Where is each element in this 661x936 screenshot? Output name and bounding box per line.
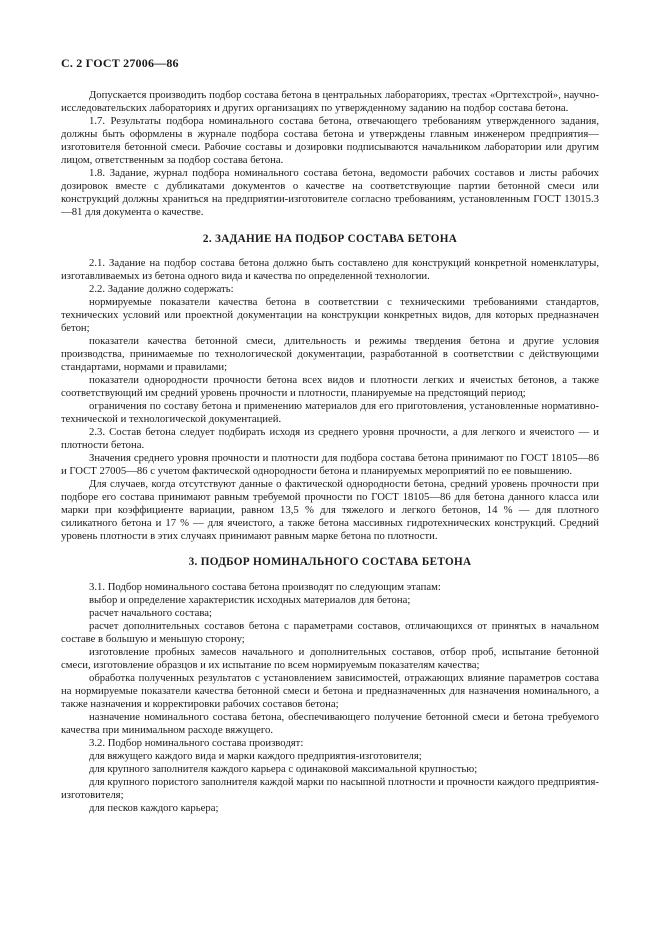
paragraph-intro: Допускается производить подбор состава бетона в центральных лабораториях, трестах «Оргтехстрой», научно-исследовательских лабораториях и других организациях по утвержденному заданию на подбор состава бетона.: [61, 89, 599, 114]
paragraph-3-1-d: изготовление пробных замесов начального и дополнительных составов, отбор проб, испытание бетонной смеси, изготовление образцов и их испытание по всем нормируемым показателям качества;: [61, 646, 599, 672]
paragraph-3-2-a: для вяжущего каждого вида и марки каждого предприятия-изготовителя;: [89, 749, 422, 762]
paragraph-2-3-b: Для случаев, когда отсутствуют данные о фактической однородности бетона, средний уровень прочности при подборе его состава принимают равным требуемой прочности по ГОСТ 18105—86 для бетона данного класса или марки при коэффициенте вариации, равном 13,5 % для тяжелого и легкого бетонов, 14 % — для плотного силикатного бетона и 17 % — для ячеистого, а также бетона массивных гидротехнических конструкций. Средний уровень плотности в этих случаях принимают равным марке бетона по плотности.: [61, 477, 599, 542]
paragraph-1-8: 1.8. Задание, журнал подбора номинального состава бетона, ведомости рабочих составов и листы рабочих дозировок вместе с дубликатами документов о качестве на соответствующие партии бетонной смеси или конструкций должны храниться на предприятии-изготовителе согласно требованиям, установленным ГОСТ 13015.3—81 для документа о качестве.: [61, 166, 599, 218]
paragraph-1-7: 1.7. Результаты подбора номинального состава бетона, отвечающего требованиям утвержденного задания, должны быть оформлены в журнале подбора состава бетона и утверждены главным инженером предприятия—изготовителя бетонной смеси. Рабочие составы и дозировки подписываются начальником лаборатории или другим лицом, ответственным за подбор состава бетона.: [61, 114, 599, 166]
paragraph-3-2-b: для крупного заполнителя каждого карьера с одинаковой максимальной крупностью;: [89, 762, 478, 775]
paragraph-2-1: 2.1. Задание на подбор состава бетона должно быть составлено для конструкций конкретной номенклатуры, изготавливаемых из бетона одного вида и качества по определенной технологии.: [61, 257, 599, 283]
paragraph-2-2-c: показатели однородности прочности бетона всех видов и плотности легких и ячеистых бетонов, а также соответствующий им средний уровень прочности и плотности, планируемые на предстоящий период;: [61, 374, 599, 400]
paragraph-2-2-d: ограничения по составу бетона и применению материалов для его приготовления, установленные нормативно-технической и технологической документацией.: [61, 399, 599, 425]
section-heading-3: 3. ПОДБОР НОМИНАЛЬНОГО СОСТАВА БЕТОНА: [188, 556, 472, 569]
paragraph-2-2-b: показатели качества бетонной смеси, длительность и режимы твердения бетона и другие условия производства, принимаемые по технологической документации, разработанной в соответствии с действующими стандартами, нормами и правилами;: [61, 335, 599, 374]
paragraph-3-1-a: выбор и определение характеристик исходных материалов для бетона;: [89, 594, 411, 607]
document-body: [61, 89, 599, 815]
paragraph-3-1-f: назначение номинального состава бетона, обеспечивающего получение бетонной смеси и бетона требуемого качества при минимальном расходе вяжущего.: [61, 710, 599, 736]
paragraph-3-2-c: для крупного пористого заполнителя каждой марки по насыпной плотности и прочности каждого предприятия-изготовителя;: [61, 775, 599, 801]
paragraph-2-2-a: нормируемые показатели качества бетона в соответствии с техническими требованиями стандартов, технических условий или проектной документации на конструкции конкретных видов, для которых предназначен бетон;: [61, 296, 599, 335]
paragraph-2-3-a: Значения среднего уровня прочности и плотности для подбора состава бетона принимают по ГОСТ 18105—86 и ГОСТ 27005—86 с учетом фактической однородности бетона и планируемых мероприятий по ее повышению.: [61, 451, 599, 477]
paragraph-3-1: 3.1. Подбор номинального состава бетона производят по следующим этапам:: [89, 581, 441, 594]
page-header: С. 2 ГОСТ 27006—86: [61, 56, 179, 70]
section-heading-2: 2. ЗАДАНИЕ НА ПОДБОР СОСТАВА БЕТОНА: [202, 232, 458, 245]
paragraph-3-2-d: для песков каждого карьера;: [89, 801, 219, 814]
paragraph-3-1-b: расчет начального состава;: [89, 607, 212, 620]
paragraph-3-1-c: расчет дополнительных составов бетона с параметрами составов, отличающихся от принятых в начальном составе в большую и меньшую сторону;: [61, 620, 599, 646]
paragraph-2-2: 2.2. Задание должно содержать:: [89, 283, 234, 296]
paragraph-2-3: 2.3. Состав бетона следует подбирать исходя из среднего уровня прочности, а для легкого и ячеистого — и плотности бетона.: [61, 425, 599, 451]
paragraph-3-2: 3.2. Подбор номинального состава производят:: [89, 736, 304, 749]
paragraph-3-1-e: обработка полученных результатов с установлением зависимостей, отражающих влияние параметров состава на нормируемые показатели качества бетонной смеси и бетона и предназначенных для назначения номинального, а также назначения и корректировки рабочих составов бетона;: [61, 672, 599, 710]
